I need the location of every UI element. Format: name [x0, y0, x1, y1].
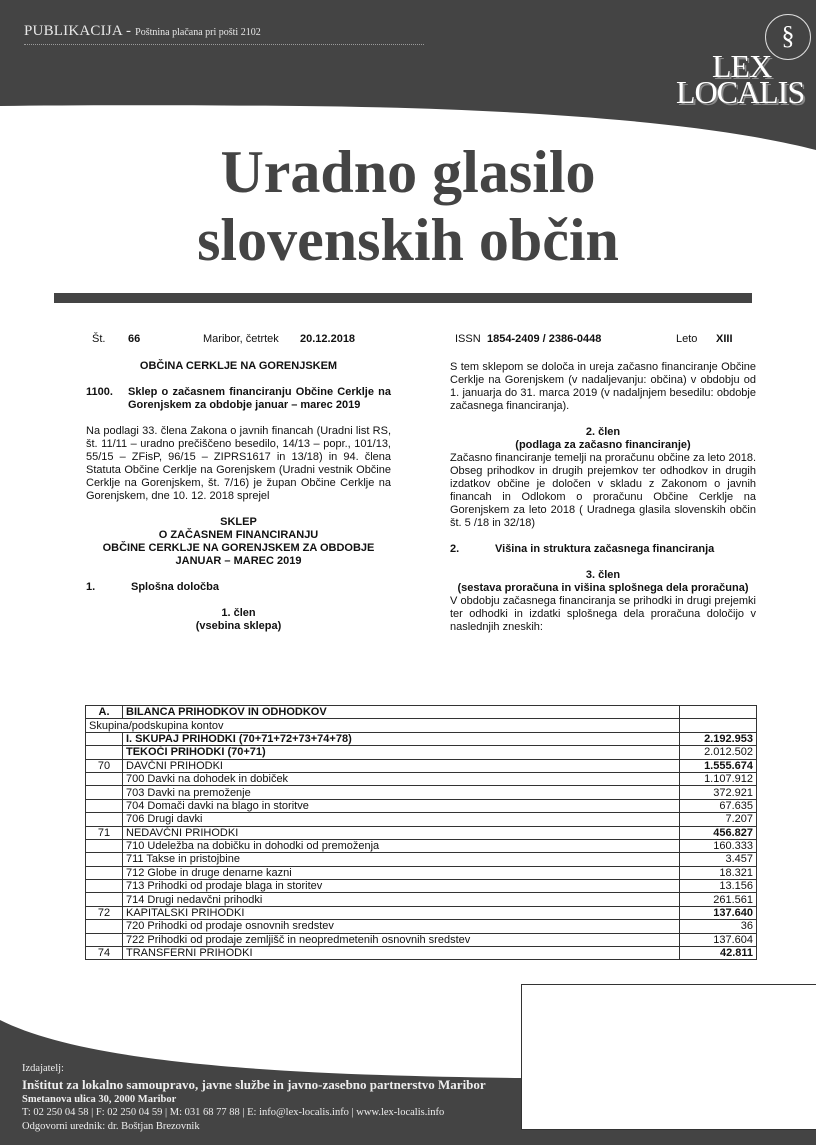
journal-title-line1: Uradno glasilo: [220, 139, 596, 205]
blank-box: [521, 984, 816, 1130]
row-code: [86, 813, 123, 826]
row-label: 712 Globe in druge denarne kazni: [123, 866, 680, 879]
row-code: [86, 786, 123, 799]
row-label: 711 Takse in pristojbine: [123, 853, 680, 866]
table-row: [86, 947, 757, 960]
table-row: [86, 839, 757, 852]
publisher-label: Izdajatelj:: [22, 1063, 64, 1074]
row-label: 710 Udeležba na dobičku in dohodki od premoženja: [123, 839, 680, 852]
left-column: [86, 360, 391, 633]
row-value: 160.333: [680, 839, 757, 852]
publisher-contacts: T: 02 250 04 58 | F: 02 250 04 59 | M: 031 68 77 88 | E: info@lex-locali​s.info | www.lex-localis.info: [22, 1107, 445, 1118]
section-1-title: Splošna določba: [131, 581, 220, 593]
table-row: [86, 759, 757, 772]
lex-localis-logo: [670, 10, 810, 110]
postage-note: Poštnina plačana pri pošti 2102: [135, 27, 261, 38]
row-code: [86, 746, 123, 759]
publisher-name: Inštitut za lokalno samoupravo, javne službe in javno-zasebno partnerstvo Maribor: [22, 1077, 486, 1092]
table-row: [86, 880, 757, 893]
row-label: 704 Domači davki na blago in storitve: [123, 799, 680, 812]
table-row: [86, 826, 757, 839]
place-day: Maribor, četrtek: [203, 333, 279, 345]
section-2-title: Višina in struktura začasnega financiranja: [495, 543, 715, 555]
table-row: [86, 746, 757, 759]
clen-3-subtitle: (sestava proračuna in višina splošnega dela proračuna): [457, 582, 749, 594]
responsible-editor: Odgovorni urednik: dr. Boštjan Brezovnik: [22, 1121, 200, 1132]
row-code: [86, 732, 123, 745]
table-row: [86, 906, 757, 919]
table-row: [86, 813, 757, 826]
row-value: 2.012.502: [680, 746, 757, 759]
clen-1-subtitle: (vsebina sklepa): [195, 620, 282, 632]
row-value: 13.156: [680, 880, 757, 893]
table-row: [86, 732, 757, 745]
table-row: [86, 786, 757, 799]
decision-title-2: O ZAČASNEM FINANCIRANJU: [158, 529, 319, 541]
item-title: Sklep o začasnem financiranju Občine Cerklje na Gorenjskem za obdobje januar – marec 2019: [128, 386, 391, 411]
row-code: [86, 880, 123, 893]
clen-2-title: 2. člen: [585, 426, 621, 438]
row-value: 456.827: [680, 826, 757, 839]
row-label: 700 Davki na dohodek in dobiček: [123, 772, 680, 785]
row-label: DAVČNI PRIHODKI: [123, 759, 680, 772]
header-value: [680, 706, 757, 719]
year-value: XIII: [716, 333, 733, 345]
row-value: 137.640: [680, 906, 757, 919]
row-code: 72: [86, 906, 123, 919]
clen-3-title: 3. člen: [585, 569, 621, 581]
row-label: 714 Drugi nedavčni prihodki: [123, 893, 680, 906]
table-subheader-row: [86, 719, 757, 732]
issue-number-label: Št.: [92, 333, 106, 345]
table-row: [86, 866, 757, 879]
row-label: 713 Prihodki od prodaje blaga in storitev: [123, 880, 680, 893]
row-value: 67.635: [680, 799, 757, 812]
table-row: [86, 933, 757, 946]
year-label: Leto: [676, 333, 698, 345]
row-label: 722 Prihodki od prodaje zemljišč in neopredmetenih osnovnih sredstev: [123, 933, 680, 946]
row-value: 372.921: [680, 786, 757, 799]
publication-line: [24, 22, 261, 40]
section-sign-icon: §: [781, 21, 795, 50]
row-code: [86, 933, 123, 946]
row-value: 18.321: [680, 866, 757, 879]
row-value: 137.604: [680, 933, 757, 946]
logo-line2: LOCALIS: [676, 74, 805, 110]
clen-1-title: 1. člen: [221, 607, 256, 619]
row-code: [86, 839, 123, 852]
publication-label: PUBLIKACIJA: [24, 23, 123, 39]
row-label: TRANSFERNI PRIHODKI: [123, 947, 680, 960]
issn-value: 1854-2409 / 2386-0448: [487, 333, 602, 345]
subheader-value: [680, 719, 757, 732]
section-2-number: 2.: [450, 543, 460, 555]
row-code: 71: [86, 826, 123, 839]
row-value: 1.107.912: [680, 772, 757, 785]
row-code: [86, 799, 123, 812]
clen-2-subtitle: (podlaga za začasno financiranje): [515, 439, 691, 451]
row-value: 3.457: [680, 853, 757, 866]
row-code: [86, 893, 123, 906]
logo-line1: LEX: [712, 48, 772, 84]
row-label: 706 Drugi davki: [123, 813, 680, 826]
clen-1-text: S tem sklepom se določa in ureja začasno financiranje Občine Cerklje na Gorenjskem (v nadaljevanju: občina) v obdobju od 1. januarja do 31. marca 2019 (v nadaljnjem besedilu: obdobje začasnega financiranja).: [450, 361, 756, 412]
item-number: 1100.: [86, 386, 113, 398]
row-label: KAPITALSKI PRIHODKI: [123, 906, 680, 919]
row-code: [86, 920, 123, 933]
row-value: 1.555.674: [680, 759, 757, 772]
table-row: [86, 893, 757, 906]
table-header-row: [86, 706, 757, 719]
preamble-text: Na podlagi 33. člena Zakona o javnih financah (Uradni list RS, št. 11/11 – uradno prečiščeno besedilo, 14/13 – popr., 101/13, 55/15 – ZFisP, 96/15 – ZIPRS1617 in 13/18) in 94. člena Statuta Občine Cerklje na Gorenjskem (Uradni vestnik Občine Cerklje na Gorenjskem, št. 7/16) je župan Občine Cerklje na Gorenjskem, dne 10. 12. 2018 sprejel: [86, 425, 391, 502]
publisher-address: Smetanova ulica 30, 2000 Maribor: [22, 1094, 177, 1105]
row-value: 2.192.953: [680, 732, 757, 745]
table-row: [86, 799, 757, 812]
header-title: BILANCA PRIHODKOV IN ODHODKOV: [123, 706, 680, 719]
publication-separator: -: [122, 23, 136, 39]
balance-table: [85, 705, 757, 960]
decision-title-3: OBČINE CERKLJE NA GORENJSKEM ZA OBDOBJE: [102, 542, 375, 554]
dotted-divider: [24, 44, 424, 45]
issue-number: 66: [128, 333, 141, 345]
row-value: 7.207: [680, 813, 757, 826]
row-code: [86, 772, 123, 785]
item-heading: [86, 386, 391, 412]
journal-title-line2: slovenskih občin: [197, 207, 619, 273]
issn-label: ISSN: [455, 333, 481, 345]
table-row: [86, 772, 757, 785]
row-label: 720 Prihodki od prodaje osnovnih sredstev: [123, 920, 680, 933]
decision-title-4: JANUAR – MAREC 2019: [175, 555, 302, 567]
municipality-heading: OBČINA CERKLJE NA GORENJSKEM: [139, 360, 338, 372]
decision-title-1: SKLEP: [220, 516, 257, 528]
right-column: [450, 361, 756, 634]
clen-2-text: Začasno financiranje temelji na proračunu občine za leto 2018. Obseg prihodkov in drugih prejemkov ter odhodkov in drugih izdatkov občine je določen v skladu z Zakonom o javnih financah in Odlokom o proračunu Občine Cerklje na Gorenjskem za leto 2018 ( Uradnega glasila slovenskih občin št. 5 /18 in 32/18): [450, 452, 756, 529]
table-row: [86, 853, 757, 866]
row-code: 70: [86, 759, 123, 772]
row-code: 74: [86, 947, 123, 960]
row-value: 42.811: [680, 947, 757, 960]
section-2-heading: [450, 543, 756, 556]
section-1-heading: [86, 581, 391, 594]
row-value: 261.561: [680, 893, 757, 906]
row-label: 703 Davki na premoženje: [123, 786, 680, 799]
row-label: I. SKUPAJ PRIHODKI (70+71+72+73+74+78): [123, 732, 680, 745]
row-label: NEDAVČNI PRIHODKI: [123, 826, 680, 839]
row-code: [86, 866, 123, 879]
header-code: A.: [86, 706, 123, 719]
row-code: [86, 853, 123, 866]
section-1-number: 1.: [86, 581, 96, 593]
table-row: [86, 920, 757, 933]
title-rule: [54, 293, 752, 303]
issue-date: 20.12.2018: [300, 333, 356, 345]
subheader-label: Skupina/podskupina kontov: [86, 719, 680, 732]
row-value: 36: [680, 920, 757, 933]
clen-3-text: V obdobju začasnega financiranja se prihodki in drugi prejemki ter odhodki in izdatki splošnega dela proračuna določijo v naslednjih zneskih:: [450, 595, 756, 633]
row-label: TEKOČI PRIHODKI (70+71): [123, 746, 680, 759]
